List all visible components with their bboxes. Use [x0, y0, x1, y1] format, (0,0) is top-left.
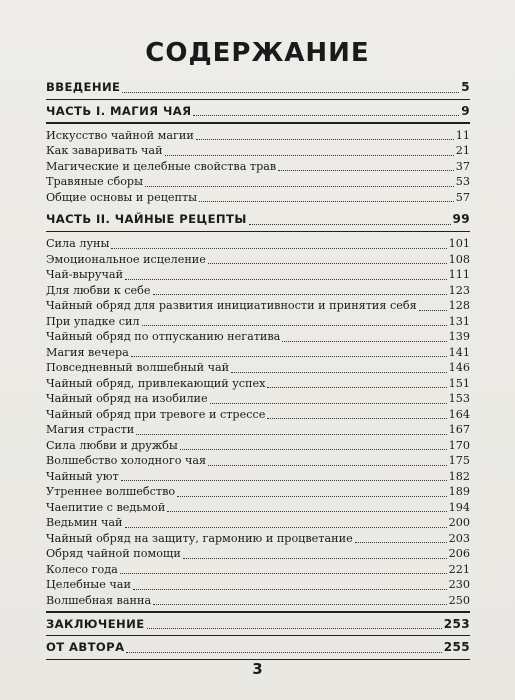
dot-leader — [208, 263, 447, 264]
table-of-contents — [46, 80, 470, 664]
toc-label: ОТ АВТОРА — [46, 640, 125, 655]
toc-entry[interactable] — [46, 422, 470, 438]
toc-entry[interactable] — [46, 360, 470, 376]
dot-leader — [142, 325, 447, 326]
toc-page-number: 194 — [448, 500, 470, 514]
toc-label: Целебные чаи — [46, 578, 131, 592]
toc-label: ЧАСТЬ I. МАГИЯ ЧАЯ — [46, 103, 192, 118]
dot-leader — [355, 542, 447, 543]
toc-label: Обряд чайной помощи — [46, 547, 181, 561]
dot-leader — [267, 387, 446, 388]
toc-entry[interactable] — [46, 438, 470, 454]
dot-leader — [199, 201, 454, 202]
toc-page-number: 253 — [443, 616, 470, 631]
dot-leader — [111, 248, 446, 249]
dot-leader — [136, 434, 446, 435]
toc-page-number: 255 — [443, 640, 470, 655]
toc-label: ЗАКЛЮЧЕНИЕ — [46, 616, 145, 631]
toc-page-number: 151 — [448, 376, 470, 390]
divider — [46, 611, 470, 612]
toc-conclusion[interactable] — [46, 617, 470, 633]
toc-page-number: 200 — [448, 516, 470, 530]
toc-label: Магия вечера — [46, 345, 129, 359]
dot-leader — [208, 465, 447, 466]
part-2-chapter-list — [46, 236, 470, 608]
toc-intro[interactable] — [46, 80, 470, 96]
dot-leader — [131, 356, 447, 357]
toc-entry[interactable] — [46, 329, 470, 345]
toc-entry[interactable] — [46, 376, 470, 392]
toc-entry[interactable] — [46, 577, 470, 593]
toc-page-number: 9 — [461, 103, 470, 118]
toc-page-number: 123 — [448, 283, 470, 297]
toc-page-number: 164 — [448, 407, 470, 421]
dot-leader — [125, 527, 447, 528]
dot-leader — [153, 604, 447, 605]
dot-leader — [126, 652, 441, 653]
dot-leader — [193, 115, 459, 116]
toc-label: Ведьмин чай — [46, 516, 123, 530]
toc-page-number: 153 — [448, 392, 470, 406]
toc-label: Магические и целебные свойства трав — [46, 159, 277, 173]
toc-label: Искусство чайной магии — [46, 128, 194, 142]
dot-leader — [122, 92, 459, 93]
toc-page-number: 5 — [461, 80, 470, 94]
toc-page-number: 101 — [448, 237, 470, 251]
toc-page-number: 53 — [455, 175, 470, 189]
part-1-chapter-list — [46, 128, 470, 206]
toc-entry[interactable] — [46, 515, 470, 531]
toc-page-number: 250 — [448, 593, 470, 607]
toc-entry[interactable] — [46, 562, 470, 578]
toc-page-number: 206 — [448, 547, 470, 561]
toc-entry[interactable] — [46, 469, 470, 485]
dot-leader — [145, 186, 454, 187]
dot-leader — [147, 628, 442, 629]
toc-label: Для любви к себе — [46, 283, 151, 297]
toc-entry[interactable] — [46, 314, 470, 330]
toc-label: Травяные сборы — [46, 175, 143, 189]
toc-label: Чайный обряд на защиту, гармонию и процветание — [46, 531, 353, 545]
toc-label: Чайный обряд на изобилие — [46, 392, 208, 406]
toc-label: Сила луны — [46, 237, 110, 251]
dot-leader — [282, 341, 446, 342]
toc-entry[interactable] — [46, 345, 470, 361]
dot-leader — [249, 224, 451, 225]
toc-page-number: 175 — [448, 454, 470, 468]
toc-page-number: 203 — [448, 531, 470, 545]
toc-entry[interactable] — [46, 128, 470, 144]
dot-leader — [167, 511, 446, 512]
dot-leader — [183, 558, 447, 559]
toc-page-number: 11 — [455, 128, 470, 142]
toc-entry[interactable] — [46, 174, 470, 190]
dot-leader — [419, 310, 447, 311]
toc-page-number: 230 — [448, 578, 470, 592]
divider — [46, 99, 470, 100]
dot-leader — [278, 170, 454, 171]
dot-leader — [121, 480, 447, 481]
toc-entry[interactable] — [46, 298, 470, 314]
toc-entry[interactable] — [46, 593, 470, 609]
toc-entry[interactable] — [46, 407, 470, 423]
toc-page-number: 141 — [448, 345, 470, 359]
toc-label: ВВЕДЕНИЕ — [46, 80, 121, 94]
dot-leader — [180, 449, 447, 450]
dot-leader — [153, 294, 447, 295]
toc-entry[interactable] — [46, 453, 470, 469]
toc-label: Чайный обряд по отпусканию негатива — [46, 330, 281, 344]
dot-leader — [267, 418, 446, 419]
dot-leader — [125, 279, 447, 280]
toc-entry[interactable] — [46, 546, 470, 562]
toc-page-number: 167 — [448, 423, 470, 437]
dot-leader — [120, 573, 447, 574]
toc-label: Чайный уют — [46, 469, 119, 483]
toc-page-number: 170 — [448, 438, 470, 452]
toc-label: Колесо года — [46, 562, 118, 576]
toc-label: Общие основы и рецепты — [46, 190, 198, 204]
dot-leader — [196, 139, 454, 140]
page-number: 3 — [252, 660, 263, 678]
toc-part-1[interactable] — [46, 104, 470, 120]
divider — [46, 231, 470, 232]
toc-label: Чаепитие с ведьмой — [46, 500, 166, 514]
toc-entry[interactable] — [46, 283, 470, 299]
page-title: СОДЕРЖАНИЕ — [145, 38, 370, 68]
toc-page-number: 146 — [448, 361, 470, 375]
toc-page-number: 57 — [455, 190, 470, 204]
toc-entry[interactable] — [46, 267, 470, 283]
toc-label: Утреннее волшебство — [46, 485, 176, 499]
toc-part-2[interactable] — [46, 212, 470, 228]
toc-label: Чайный обряд при тревоге и стрессе — [46, 407, 266, 421]
dot-leader — [165, 155, 454, 156]
toc-page-number: 182 — [448, 469, 470, 483]
toc-label: Чайный обряд для развития инициативности и принятия себя — [46, 299, 417, 313]
toc-entry[interactable] — [46, 190, 470, 206]
dot-leader — [177, 496, 446, 497]
toc-page-number: 99 — [452, 212, 470, 227]
dot-leader — [231, 372, 447, 373]
divider — [46, 122, 470, 123]
toc-page-number: 21 — [455, 144, 470, 158]
toc-page-number: 37 — [455, 159, 470, 173]
toc-label: Эмоциональное исцеление — [46, 252, 206, 266]
toc-label: Магия страсти — [46, 423, 135, 437]
toc-label: Сила любви и дружбы — [46, 438, 178, 452]
toc-entry[interactable] — [46, 143, 470, 159]
toc-page-number: 111 — [448, 268, 470, 282]
toc-page-number: 221 — [448, 562, 470, 576]
dot-leader — [210, 403, 447, 404]
toc-page-number: 108 — [448, 252, 470, 266]
toc-label: Волшебная ванна — [46, 593, 152, 607]
toc-entry[interactable] — [46, 500, 470, 516]
toc-about-author[interactable] — [46, 640, 470, 656]
toc-entry[interactable] — [46, 252, 470, 268]
toc-page-number: 139 — [448, 330, 470, 344]
toc-page-number: 131 — [448, 314, 470, 328]
toc-page-number: 189 — [448, 485, 470, 499]
toc-label: При упадке сил — [46, 314, 140, 328]
toc-entry[interactable] — [46, 159, 470, 175]
dot-leader — [133, 589, 447, 590]
toc-label: Как заваривать чай — [46, 144, 163, 158]
toc-entry[interactable] — [46, 391, 470, 407]
toc-label: ЧАСТЬ II. ЧАЙНЫЕ РЕЦЕПТЫ — [46, 212, 247, 227]
toc-label: Волшебство холодного чая — [46, 454, 207, 468]
toc-label: Чайный обряд, привлекающий успех — [46, 376, 266, 390]
toc-page-number: 128 — [448, 299, 470, 313]
toc-label: Чай-выручай — [46, 268, 124, 282]
toc-label: Повседневный волшебный чай — [46, 361, 230, 375]
toc-entry[interactable] — [46, 531, 470, 547]
divider — [46, 635, 470, 636]
toc-entry[interactable] — [46, 484, 470, 500]
toc-entry[interactable] — [46, 236, 470, 252]
